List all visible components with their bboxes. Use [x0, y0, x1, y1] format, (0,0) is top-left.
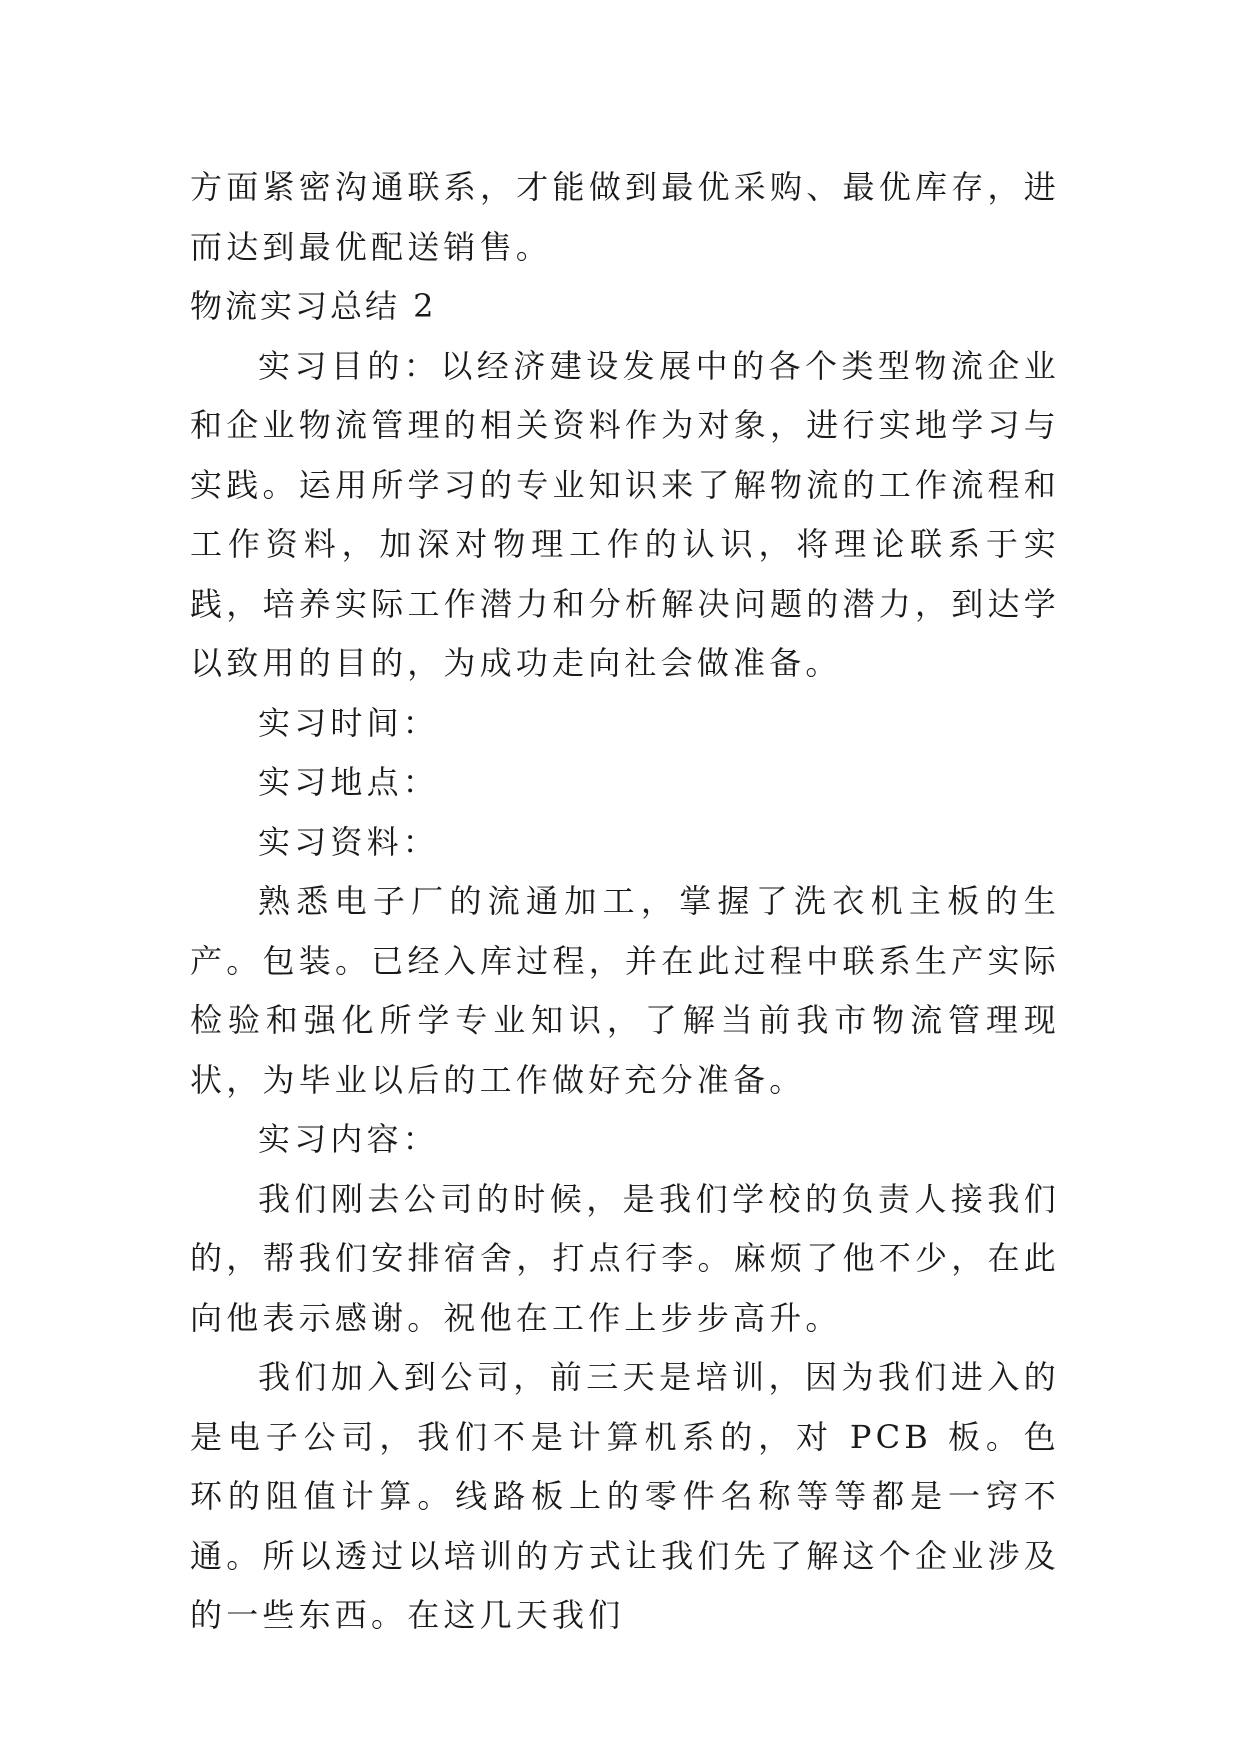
document-body: [190, 158, 1060, 1646]
paragraph-training: 我们加入到公司，前三天是培训，因为我们进入的是电子公司，我们不是计算机系的，对 PCB 板。色环的阻值计算。线路板上的零件名称等等都是一窍不通。所以透过以培训的方式让我们先了解这个企业涉及的一些东西。在这几天我们: [190, 1358, 1060, 1634]
paragraph-purpose: 实习目的：以经济建设发展中的各个类型物流企业和企业物流管理的相关资料作为对象，进行实地学习与实践。运用所学习的专业知识来了解物流的工作流程和工作资料，加深对物理工作的认识，将理论联系于实践，培养实际工作潜力和分析解决问题的潜力，到达学以致用的目的，为成功走向社会做准备。: [190, 346, 1060, 682]
paragraph-continuation: 方面紧密沟通联系，才能做到最优采购、最优库存，进而达到最优配送销售。: [190, 168, 1060, 266]
paragraph-materials: 熟悉电子厂的流通加工，掌握了洗衣机主板的生产。包装。已经入库过程，并在此过程中联系生产实际检验和强化所学专业知识，了解当前我市物流管理现状，为毕业以后的工作做好充分准备。: [190, 882, 1060, 1099]
paragraph-time: 实习时间：: [258, 703, 440, 742]
paragraph-arrival: 我们刚去公司的时候，是我们学校的负责人接我们的，帮我们安排宿舍，打点行李。麻烦了他不少，在此向他表示感谢。祝他在工作上步步高升。: [190, 1179, 1060, 1337]
paragraph-content-label: 实习内容：: [258, 1120, 440, 1158]
section-heading: 物流实习总结 2: [190, 287, 437, 325]
paragraph-location: 实习地点：: [258, 763, 440, 801]
paragraph-materials-label: 实习资料：: [258, 822, 440, 861]
